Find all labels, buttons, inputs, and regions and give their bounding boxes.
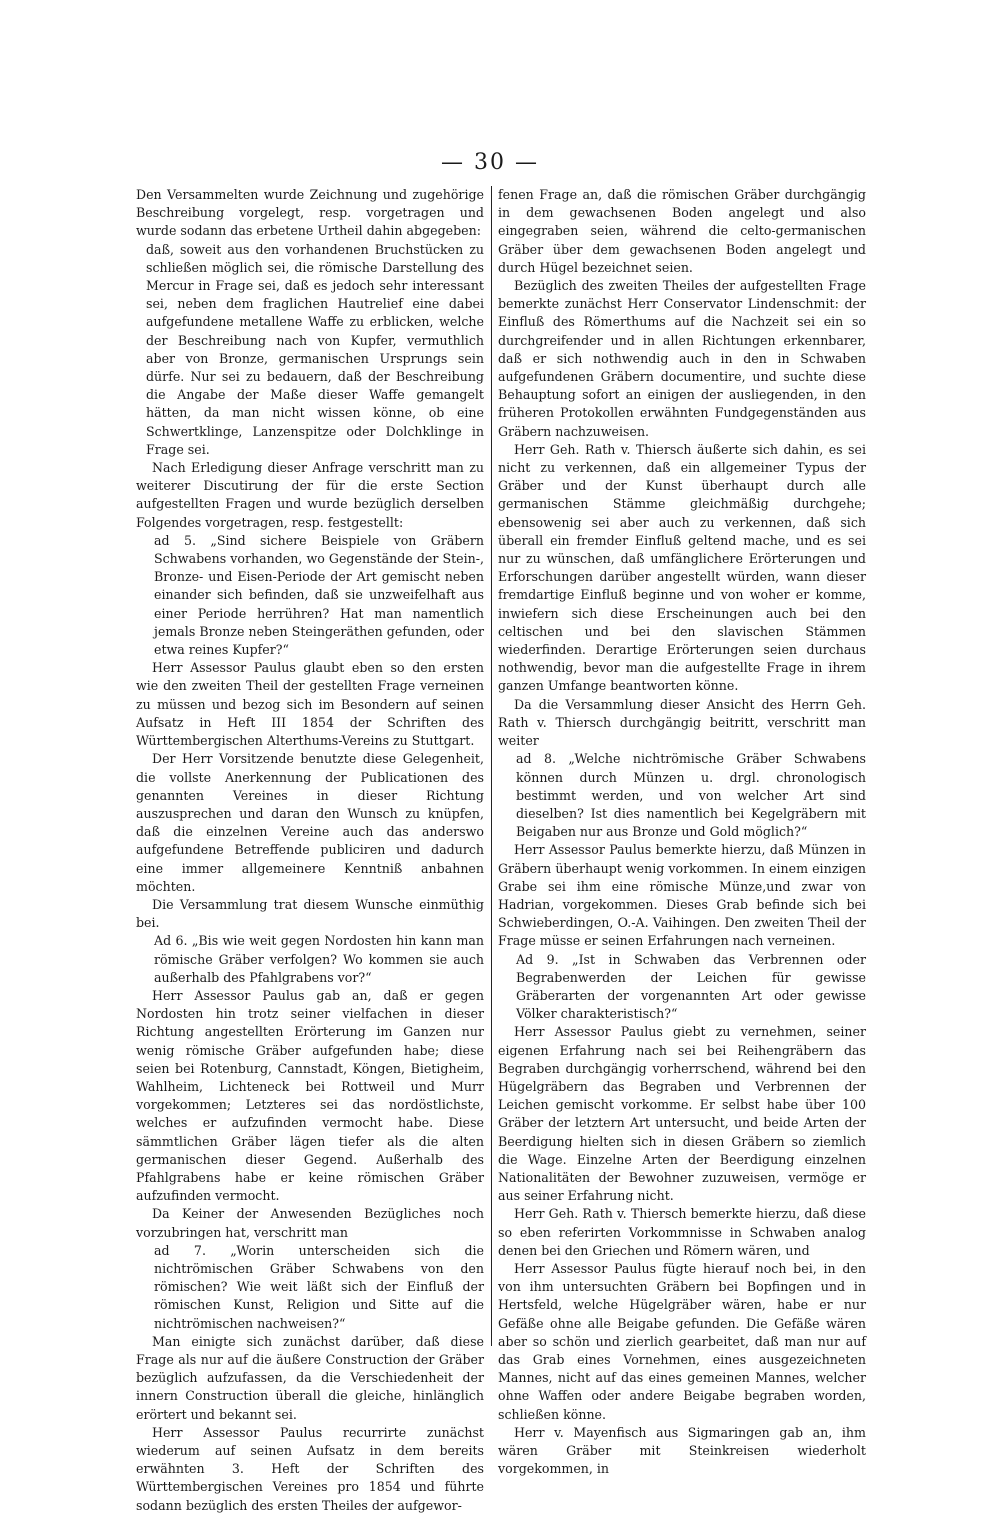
question-paragraph: ad 8. „Welche nichtrömische Gräber Schwabens können durch Münzen u. drgl. chronologisch bestimmt werden, und von welcher Art sind dieselben? Ist dies namentlich bei Kegelgräbern mit Beigaben nur aus Bronze und Gold möglich?“	[516, 751, 866, 840]
right-column	[498, 186, 866, 1478]
question-paragraph: Ad 9. „Ist in Schwaben das Verbrennen oder Begrabenwerden der Leichen für gewisse Gräberarten der vorgenannten Art oder gewisse Völker charakteristisch?“	[516, 951, 866, 1022]
paragraph: Herr Geh. Rath v. Thiersch bemerkte hierzu, daß diese so eben referirten Vorkommnisse in Schwaben analog denen bei den Griechen und Römern wären, und	[498, 1206, 866, 1258]
paragraph: Herr v. Mayenfisch aus Sigmaringen gab an, ihm wären Gräber mit Steinkreisen wiederholt vorgekommen, in	[498, 1424, 866, 1477]
paragraph: Herr Assessor Paulus giebt zu vernehmen, seiner eigenen Erfahrung nach sei bei Reihengräbern das Begraben durchgängig vorherrschend, während bei den Hügelgräbern das Begraben und Verbrennen der Leichen gemischt vorkomme. Er selbst habe über 100 Gräber der letztern Art untersucht, und beide Arten der Beerdigung hielten sich in diesen Gräbern so ziemlich die Wage. Einzelne Arten der Beerdigung einzelnen Nationalitäten der Bewohner zuzuweisen, vermöge er aus seiner Erfahrung nicht.	[498, 1024, 866, 1204]
question-paragraph: ad 7. „Worin unterscheiden sich die nichtrömischen Gräber Schwabens von den römischen? Wie weit läßt sich der Einfluß der römischen Kunst, Religion und Sitte auf die nichtrömischen nachweisen?“	[154, 1242, 484, 1331]
paragraph: Herr Assessor Paulus glaubt eben so den ersten wie den zweiten Theil der gestellten Frage verneinen zu müssen und bezog sich im Besondern auf seinen Aufsatz in Heft III 1854 der Schriften des Württembergischen Alterthums-Vereins zu Stuttgart.	[136, 660, 484, 749]
question-paragraph: ad 5. „Sind sichere Beispiele von Gräbern Schwabens vorhanden, wo Gegenstände der Stein-, Bronze- und Eisen-Periode der Art gemischt neben einander sich befinden, daß sie unzweifelhaft aus einer Periode herrühren? Hat man namentlich jemals Bronze neben Steingeräthen gefunden, oder etwa reines Kupfer?“	[154, 532, 484, 658]
paragraph: Herr Geh. Rath v. Thiersch äußerte sich dahin, es sei nicht zu verkennen, daß ein allgemeiner Typus der Gräber und der Kunst überhaupt durch alle germanischen Stämme gleichmäßig durchgehe; ebensowenig sei aber auch zu verkennen, daß sich überall ein fremder Einfluß geltend mache, und es sei nur zu wünschen, daß umfänglichere Erörterungen und Erforschungen darüber angestellt würden, wann dieser fremdartige Einfluß beginne und von woher er komme, inwiefern sich diese Erscheinungen auch bei den celtischen und bei den slavischen Stämmen wiederfinden. Derartige Erörterungen seien durchaus nothwendig, bevor man die aufgestellte Frage in ihrem ganzen Umfange beantworten könne.	[498, 441, 866, 694]
question-paragraph: Ad 6. „Bis wie weit gegen Nordosten hin kann man römische Gräber verfolgen? Wo kommen sie auch außerhalb des Pfahlgrabens vor?“	[154, 933, 484, 985]
paragraph: Da die Versammlung dieser Ansicht des Herrn Geh. Rath v. Thiersch durchgängig beitritt, verschritt man weiter	[498, 696, 866, 749]
paragraph: Bezüglich des zweiten Theiles der aufgestellten Frage bemerkte zunächst Herr Conservator Lindenschmit: der Einfluß des Römerthums auf die Nachzeit sei ein so durchgreifender und in allen Richtungen erkennbarer, daß er sich nothwendig auch in den in Schwaben aufgefundenen Gräbern documentire, und suchte diese Behauptung sofort an einigen der ausliegenden, in den früheren Protokollen erwähnten Fundgegenständen aus Gräbern nachzuweisen.	[498, 278, 866, 439]
column-divider	[491, 186, 492, 1346]
paragraph: Man einigte sich zunächst darüber, daß diese Frage als nur auf die äußere Construction der Gräber bezüglich aufzufassen, da die Verschiedenheit der innern Construction überall die gleiche, hinlänglich erörtert und bekannt sei.	[136, 1333, 484, 1422]
paragraph: Herr Assessor Paulus recurrirte zunächst wiederum auf seinen Aufsatz in dem bereits erwähnten 3. Heft der Schriften des Württembergischen Vereines pro 1854 und führte sodann bezüglich des ersten Theiles der aufgewor-	[136, 1424, 484, 1513]
paragraph: Herr Assessor Paulus fügte hierauf noch bei, in den von ihm untersuchten Gräbern bei Bopfingen und in Hertsfeld, welche Hügelgräber wären, habe er nur Gefäße ohne alle Beigabe gefunden. Die Gefäße wären aber so schön und zierlich gearbeitet, daß man nur auf das Grab eines Vornehmen, eines ausgezeichneten Mannes, nicht auf das eines gemeinen Mannes, welcher ohne Waffen oder andere Beigabe begraben worden, schließen könne.	[498, 1260, 866, 1422]
paragraph: Die Versammlung trat diesem Wunsche einmüthig bei.	[136, 896, 484, 931]
paragraph: daß, soweit aus den vorhandenen Bruchstücken zu schließen möglich sei, die römische Darstellung des Mercur in Frage sei, daß es jedoch sehr interessant sei, neben dem fraglichen Hautrelief eine dabei aufgefundene metallene Waffe zu erblicken, welche der Beschreibung nach von Kupfer, vermuthlich aber von Bronze, germanischen Ursprungs sein dürfe. Nur sei zu bedauern, daß der Beschreibung die Angabe der Maße dieser Waffe gemangelt hätten, da man nicht wissen könne, ob eine Schwertklinge, Lanzenspitze oder Dolchklinge in Frage sei.	[146, 241, 484, 457]
left-column	[136, 186, 484, 1515]
paragraph: Nach Erledigung dieser Anfrage verschritt man zu weiterer Discutirung der für die erste Section aufgestellten Fragen und wurde bezüglich derselben Folgendes vorgetragen, resp. festgestellt:	[136, 460, 484, 530]
paragraph: Da Keiner der Anwesenden Bezügliches noch vorzubringen hat, verschritt man	[136, 1206, 484, 1240]
paragraph: fenen Frage an, daß die römischen Gräber durchgängig in dem gewachsenen Boden angelegt und also eingegraben seien, während die celto-germanischen Gräber über dem gewachsenen Boden angelegt und durch Hügel bezeichnet seien.	[498, 187, 866, 275]
paragraph: Den Versammelten wurde Zeichnung und zugehörige Beschreibung vorgelegt, resp. vorgetragen und wurde sodann das erbetene Urtheil dahin abgegeben:	[136, 187, 484, 239]
page-number: — 30 —	[441, 150, 539, 175]
paragraph: Herr Assessor Paulus gab an, daß er gegen Nordosten hin trotz seiner vielfachen in dieser Richtung angestellten Erörterung im Ganzen nur wenig römische Gräber aufgefunden habe; diese seien bei Rotenburg, Cannstadt, Köngen, Bietigheim, Wahlheim, Lichteneck bei Rottweil und Murr vorgekommen; Letzteres sei das nordöstlichste, welches er aufzufinden vermocht habe. Diese sämmtlichen Gräber lägen tiefer als die alten germanischen dieser Gegend. Außerhalb des Pfahlgrabens habe er keine römischen Gräber aufzufinden vermocht.	[136, 987, 484, 1204]
paragraph: Herr Assessor Paulus bemerkte hierzu, daß Münzen in Gräbern überhaupt wenig vorkommen. In einem einzigen Grabe sei ihm eine römische Münze,und zwar von Hadrian, vorgekommen. Dieses Grab befinde sich bei Schwieberdingen, O.-A. Vaihingen. Den zweiten Theil der Frage müsse er seinen Erfahrungen nach verneinen.	[498, 842, 866, 949]
paragraph: Der Herr Vorsitzende benutzte diese Gelegenheit, die vollste Anerkennung der Publicationen des genannten Vereines in dieser Richtung auszusprechen und daran den Wunsch zu knüpfen, daß die einzelnen Vereine auch das anderswo aufgefundene Betreffende publiciren und dadurch eine immer allgemeinere Kenntniß anbahnen möchten.	[136, 751, 484, 894]
